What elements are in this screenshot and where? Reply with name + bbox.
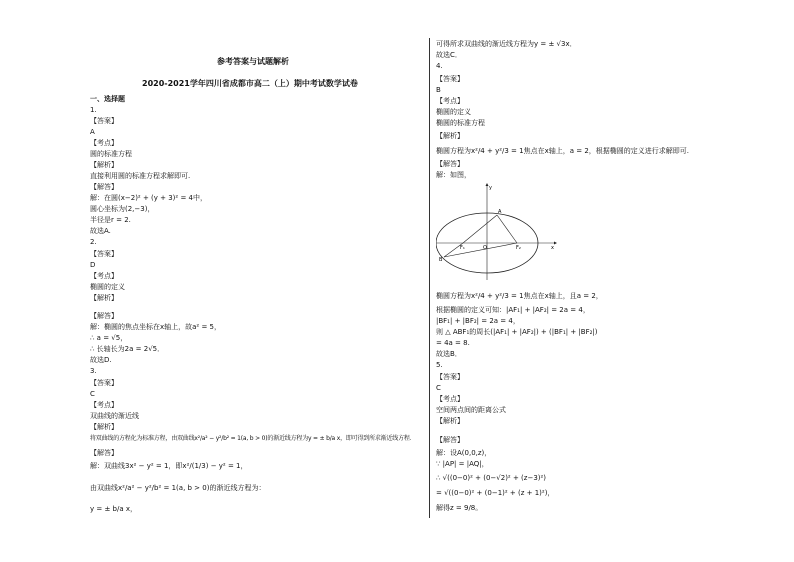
- solution-line: = √((0−0)² + (0−1)² + (z + 1)²)，: [436, 489, 555, 497]
- solution-line: 由双曲线x²/a² − y²/b² = 1(a, b > 0)的渐近线方程为：: [90, 484, 266, 492]
- question-number-5: 5.: [436, 361, 443, 369]
- answer-label: 【答案】: [90, 250, 118, 258]
- solution-label: 【解答】: [90, 312, 118, 320]
- segment-f2-b: [444, 243, 517, 257]
- segment-a-f2: [497, 215, 517, 243]
- solution-line: 解：椭圆的焦点坐标在x轴上，故a² = 5，: [90, 323, 222, 331]
- focus-f2-label: F₂: [516, 245, 521, 251]
- focus-f1-label: F₁: [460, 245, 465, 251]
- answer-label: 【答案】: [90, 117, 118, 125]
- section-heading: 一、选择题: [90, 95, 125, 103]
- solution-line: 半径是r = 2.: [90, 216, 131, 224]
- solution-line: ∴ √((0−0)² + (0−√2)² + (z−3)²): [436, 474, 547, 482]
- question-number-2: 2.: [90, 238, 97, 246]
- solution-line: 则 △ ABF₁的周长(|AF₁| + |AF₂|) + (|BF₁| + |BF₂|): [436, 328, 598, 336]
- solution-label: 【解答】: [90, 449, 118, 457]
- solution-line: = 4a = 8.: [436, 339, 470, 347]
- answer-value: C: [436, 384, 441, 392]
- topic-label: 【考点】: [90, 139, 118, 147]
- solution-line: 根据椭圆的定义可知：|AF₁| + |AF₂| = 2a = 4，: [436, 306, 590, 314]
- topic-label: 【考点】: [436, 395, 464, 403]
- solution-label: 【解答】: [436, 160, 464, 168]
- segment-f1-a: [463, 215, 497, 243]
- solution-line: ∵ |AP| = |AQ|，: [436, 460, 489, 468]
- answer-value: B: [436, 86, 441, 94]
- answer-value: A: [90, 128, 95, 136]
- solution-line: 解：设A(0,0,z)，: [436, 449, 492, 457]
- doc-subtitle: 2020-2021学年四川省成都市高二（上）期中考试数学试卷: [142, 79, 358, 88]
- solution-label: 【解答】: [436, 436, 464, 444]
- topic-text: 圆的标准方程: [90, 150, 132, 158]
- solution-line: 解：双曲线3x² − y² = 1，即x²/(1/3) − y² = 1，: [90, 462, 248, 470]
- doc-title: 参考答案与试题解析: [217, 57, 289, 66]
- answer-label: 【答案】: [90, 379, 118, 387]
- topic-label: 【考点】: [90, 272, 118, 280]
- solution-line: 圆心坐标为(2,−3)，: [90, 205, 155, 213]
- solution-label: 【解答】: [90, 183, 118, 191]
- analysis-label: 【解析】: [90, 161, 118, 169]
- analysis-label: 【解析】: [436, 417, 464, 425]
- x-axis-label: x: [551, 245, 554, 251]
- solution-line: 故选C．: [436, 51, 462, 59]
- topic-label: 【考点】: [436, 97, 464, 105]
- solution-line: 故选A.: [90, 227, 111, 235]
- topic-label: 【考点】: [90, 401, 118, 409]
- analysis-label: 【解析】: [436, 132, 464, 140]
- analysis-label: 【解析】: [90, 423, 118, 431]
- answer-value: C: [90, 390, 95, 398]
- y-axis-label: y: [489, 185, 492, 191]
- solution-line: 椭圆方程为x²/4 + y²/3 = 1焦点在x轴上，且a = 2，: [436, 292, 603, 300]
- point-a-label: A: [498, 209, 502, 215]
- analysis-label: 【解析】: [90, 294, 118, 302]
- topic-text: 椭圆的标准方程: [436, 119, 485, 127]
- solution-line: 解得z = 9/8。: [436, 504, 483, 512]
- question-number-4: 4.: [436, 62, 443, 70]
- solution-line: 可得所求双曲线的渐近线方程为y = ± √3x．: [436, 40, 577, 48]
- question-number-3: 3.: [90, 367, 97, 375]
- answer-label: 【答案】: [436, 75, 464, 83]
- solution-line: 故选B．: [436, 350, 462, 358]
- solution-line: 故选D.: [90, 356, 112, 364]
- question-number-1: 1.: [90, 106, 97, 114]
- analysis-text: 椭圆方程为x²/4 + y²/3 = 1焦点在x轴上，a = 2，根据椭圆的定义进行求解即可.: [436, 147, 690, 155]
- answer-value: D: [90, 261, 96, 269]
- solution-line: 解：在圆(x−2)² + (y + 3)² = 4中，: [90, 194, 207, 202]
- solution-line: 解：如图，: [436, 171, 471, 179]
- origin-label: O: [483, 245, 487, 251]
- column-divider: [429, 38, 430, 518]
- topic-text: 椭圆的定义: [90, 283, 125, 291]
- topic-text: 双曲线的渐近线: [90, 412, 139, 420]
- answer-label: 【答案】: [436, 373, 464, 381]
- topic-text: 椭圆的定义: [436, 108, 471, 116]
- topic-text: 空间两点间的距离公式: [436, 406, 506, 414]
- solution-line: y = ± b/a x，: [90, 505, 138, 513]
- x-axis-arrow-icon: [554, 242, 557, 245]
- analysis-text: 将双曲线的方程化为标准方程，由双曲线x²/a² − y²/b² = 1(a, b > 0)的渐近线方程为y = ± b/a x，即可得到所求渐近线方程．: [90, 435, 416, 442]
- ellipse-figure: [436, 182, 566, 282]
- analysis-text: 直接利用圆的标准方程求解即可.: [90, 172, 191, 180]
- solution-line: |BF₁| + |BF₂| = 2a = 4，: [436, 317, 520, 325]
- solution-line: ∴ 长轴长为2a = 2√5．: [90, 345, 165, 353]
- solution-line: ∴ a = √5，: [90, 334, 128, 342]
- point-b-label: B: [439, 257, 443, 263]
